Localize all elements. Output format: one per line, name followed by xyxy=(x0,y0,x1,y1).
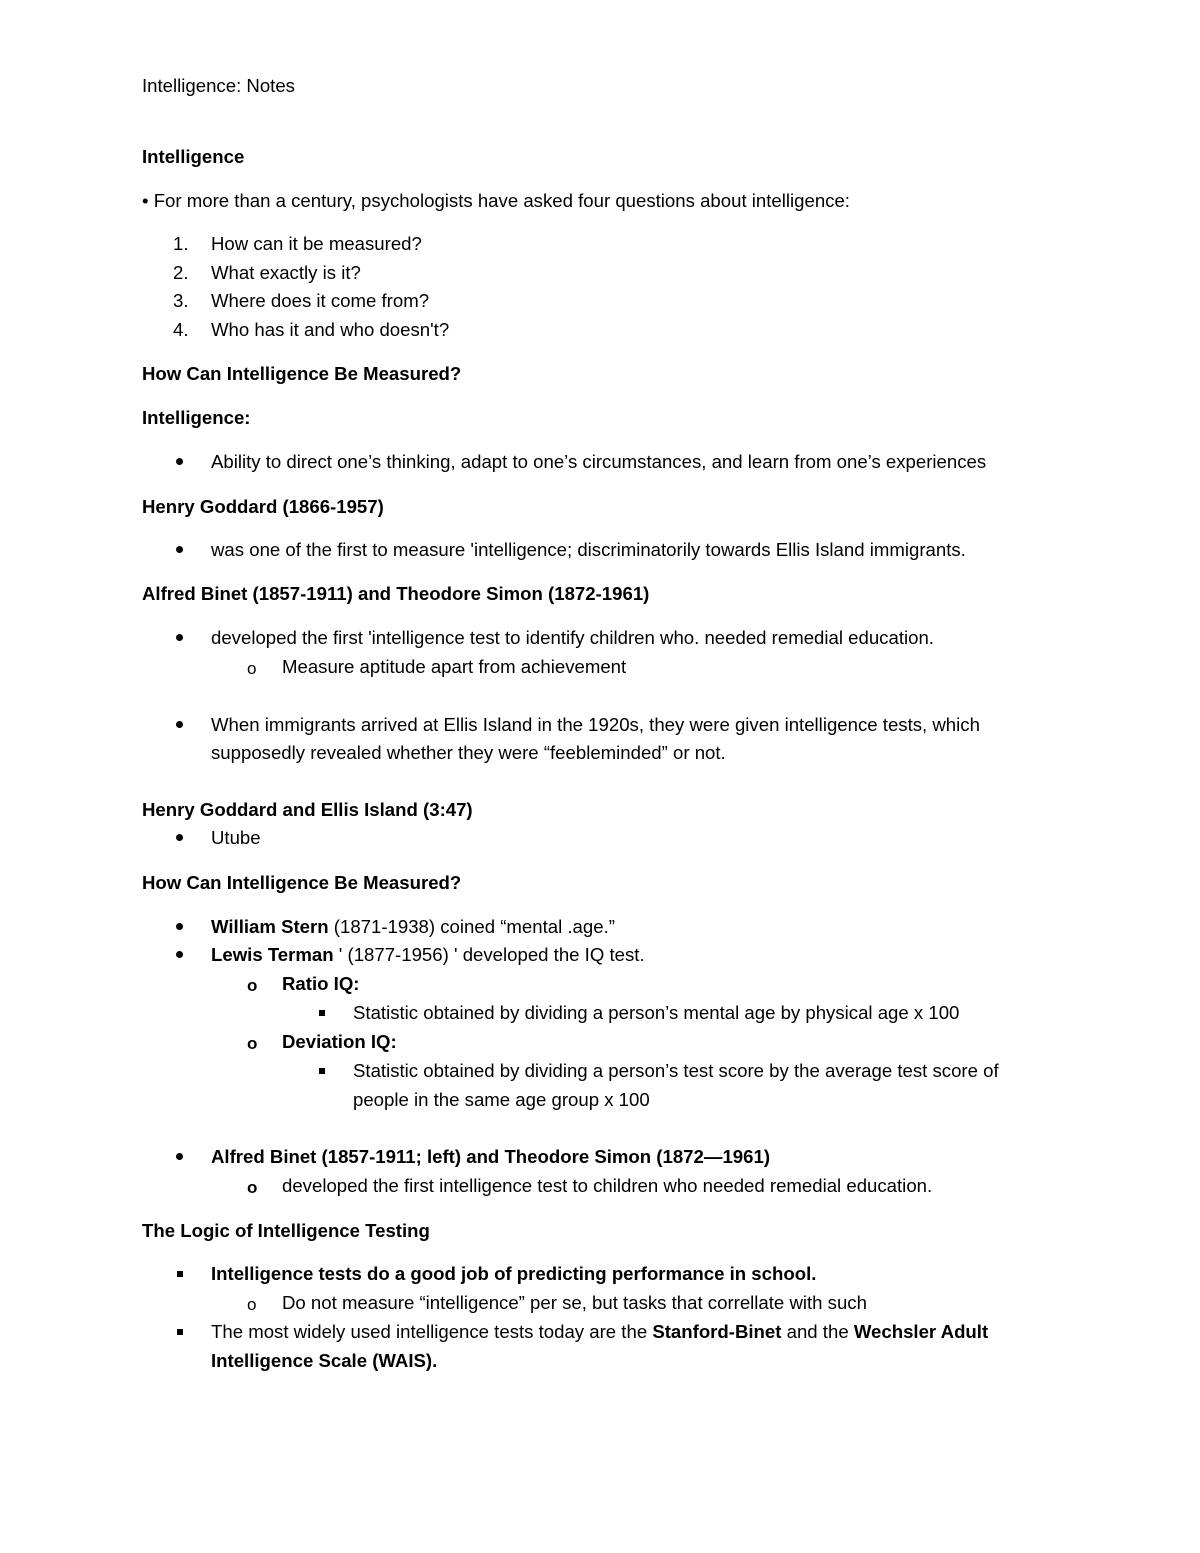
stern-bullet xyxy=(211,916,615,937)
ellis-bullet-line1: When immigrants arrived at Ellis Island in the 1920s, they were given intelligence tests, which xyxy=(211,714,980,735)
logic-sub-bullet: Do not measure “intelligence” per se, but tasks that correllate with such xyxy=(282,1292,867,1313)
heading-intelligence-def: Intelligence: xyxy=(142,407,251,428)
binet-simon-sub-bullet-2: developed the first intelligence test to children who needed remedial education. xyxy=(282,1175,933,1196)
sub-bullet-icon: o xyxy=(247,659,257,678)
question-item: Who has it and who doesn't? xyxy=(211,319,450,340)
sub-bullet-icon: o xyxy=(247,1034,258,1053)
heading-goddard: Henry Goddard (1866-1957) xyxy=(142,496,384,517)
heading-intelligence: Intelligence xyxy=(142,146,245,167)
logic-bullet-1: Intelligence tests do a good job of predicting performance in school. xyxy=(211,1263,817,1284)
logic-bullet-2-text: The most widely used intelligence tests today are the xyxy=(211,1321,653,1342)
definition-bullet: Ability to direct one’s thinking, adapt to one’s circumstances, and learn from one’s experiences xyxy=(211,451,987,472)
square-bullet-icon xyxy=(177,1329,183,1335)
deviation-iq-label: Deviation IQ: xyxy=(282,1031,397,1052)
terman-bullet xyxy=(211,944,645,965)
deviation-iq-definition-line1: Statistic obtained by dividing a person’s test score by the average test score of xyxy=(353,1060,999,1081)
square-bullet-icon xyxy=(177,1271,183,1277)
intro-bullet-text: For more than a century, psychologists have asked four questions about intelligence: xyxy=(153,190,850,211)
sub-bullet-icon: o xyxy=(247,1178,258,1197)
heading-how-measured-2: How Can Intelligence Be Measured? xyxy=(142,872,462,893)
question-item: Where does it come from? xyxy=(211,290,430,311)
wais-scale: Intelligence Scale (WAIS) xyxy=(211,1350,433,1371)
sub-bullet-icon: o xyxy=(247,976,258,995)
intro-line xyxy=(142,190,850,211)
bullet-icon xyxy=(176,721,183,728)
bullet-icon xyxy=(176,923,183,930)
ratio-iq-label: Ratio IQ: xyxy=(282,973,360,994)
question-item: What exactly is it? xyxy=(211,262,361,283)
heading-how-measured: How Can Intelligence Be Measured? xyxy=(142,363,462,384)
bullet-icon xyxy=(176,634,183,641)
logic-bullet-2-period: . xyxy=(432,1350,438,1371)
question-item: How can it be measured? xyxy=(211,233,422,254)
heading-goddard-ellis: Henry Goddard and Ellis Island (3:47) xyxy=(142,799,473,820)
stanford-binet: Stanford-Binet xyxy=(652,1321,782,1342)
binet-bullet: developed the first 'intelligence test to identify children who. needed remedial education. xyxy=(211,627,934,648)
logic-bullet-2-line1 xyxy=(211,1321,988,1342)
binet-simon-bullet-2: Alfred Binet (1857-1911; left) and Theodore Simon (1872—1961) xyxy=(211,1146,771,1167)
ellis-bullet-line2: supposedly revealed whether they were “feebleminded” or not. xyxy=(211,742,726,763)
logic-bullet-2-connector: and the xyxy=(781,1321,854,1342)
question-number: 2. xyxy=(173,262,189,283)
document-title: Intelligence: Notes xyxy=(142,75,295,96)
heading-logic: The Logic of Intelligence Testing xyxy=(142,1220,430,1241)
sub-bullet-icon: o xyxy=(247,1295,257,1314)
question-number: 1. xyxy=(173,233,189,254)
stern-name: William Stern xyxy=(211,916,329,937)
bullet-glyph: • xyxy=(142,190,149,211)
heading-binet-simon: Alfred Binet (1857-1911) and Theodore Simon (1872-1961) xyxy=(142,583,650,604)
terman-name: Lewis Terman xyxy=(211,944,334,965)
bullet-icon xyxy=(176,546,183,553)
question-number: 3. xyxy=(173,290,189,311)
goddard-bullet: was one of the first to measure 'intelligence; discriminatorily towards Ellis Island immigrants. xyxy=(211,539,966,560)
terman-detail: ' (1877-1956) ' developed the IQ test. xyxy=(333,944,645,965)
square-bullet-icon xyxy=(319,1068,325,1074)
wechsler-adult: Wechsler Adult xyxy=(853,1321,989,1342)
binet-sub-bullet: Measure aptitude apart from achievement xyxy=(282,656,627,677)
deviation-iq-definition-line2: people in the same age group x 100 xyxy=(353,1089,650,1110)
stern-detail: (1871-1938) coined “mental .age.” xyxy=(328,916,615,937)
logic-bullet-2-line2 xyxy=(211,1350,437,1371)
bullet-icon xyxy=(176,1153,183,1160)
bullet-icon xyxy=(176,458,183,465)
question-number: 4. xyxy=(173,319,189,340)
ratio-iq-definition: Statistic obtained by dividing a person’s mental age by physical age x 100 xyxy=(353,1002,960,1023)
utube-link[interactable]: Utube xyxy=(211,827,261,848)
bullet-icon xyxy=(176,951,183,958)
bullet-icon xyxy=(176,834,183,841)
square-bullet-icon xyxy=(319,1010,325,1016)
